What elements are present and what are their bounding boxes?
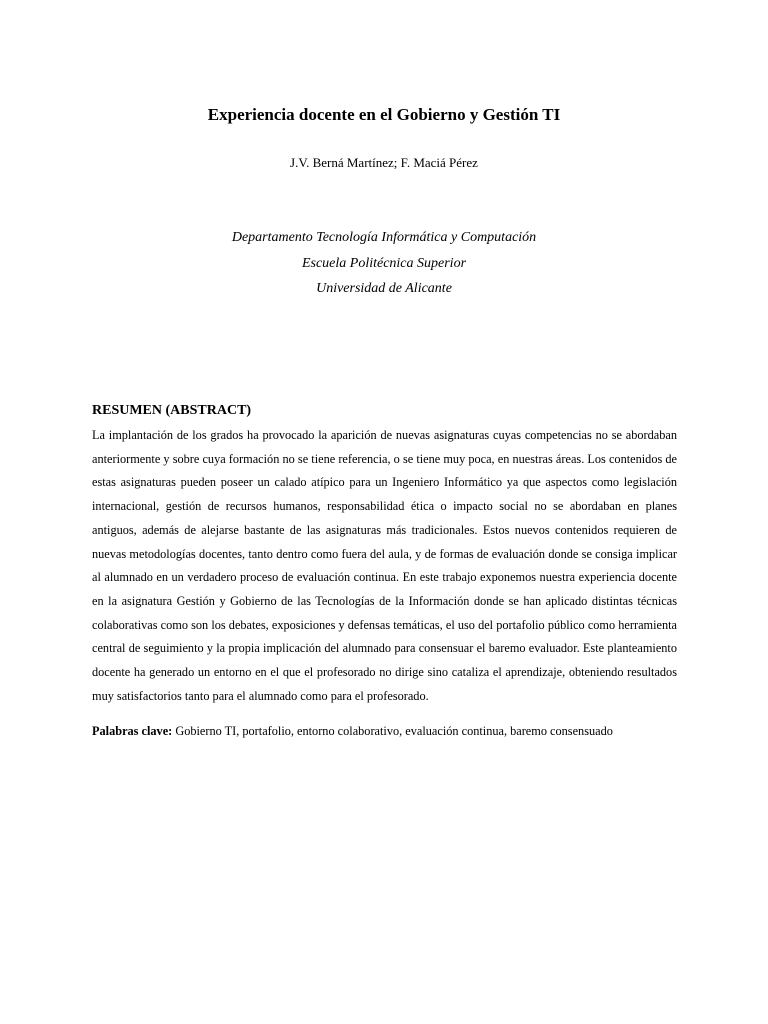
paper-title: Experiencia docente en el Gobierno y Gestión TI: [207, 105, 561, 124]
affiliation-block: [0, 225, 768, 302]
affiliation-department: Departamento Tecnología Informática y Computación: [231, 230, 537, 245]
paper-authors: J.V. Berná Martínez; F. Maciá Pérez: [290, 155, 478, 170]
abstract-body: La implantación de los grados ha provocado la aparición de nuevas asignaturas cuyas competencias no se abordaban anteriormente y sobre cuya formación no se tiene referencia, o se tiene muy poca, en nuestras áreas. Los contenidos de estas asignaturas pueden poseer un calado atípico para un Ingeniero Informático ya que aspectos como legislación internacional, gestión de recursos humanos, responsabilidad ética o impacto social no se abordaban en planes antiguos, además de alejarse bastante de las asignaturas más tradicionales. Estos nuevos contenidos requieren de nuevas metodologías docentes, tanto dentro como fuera del aula, y de formas de evaluación donde se consiga implicar al alumnado en un verdadero proceso de evaluación continua. En este trabajo exponemos nuestra experiencia docente en la asignatura Gestión y Gobierno de las Tecnologías de la Información donde se han aplicado distintas técnicas colaborativas como son los debates, exposiciones y defensas temáticas, el uso del portafolio público como herramienta central de seguimiento y la propia implicación del alumnado para consensuar el baremo evaluador. Este planteamiento docente ha generado un entorno en el que el profesorado no dirige sino cataliza el aprendizaje, obteniendo resultados muy satisfactorios tanto para el alumnado como para el profesorado.: [92, 428, 677, 703]
affiliation-school: Escuela Politécnica Superior: [301, 255, 467, 271]
affiliation-university: Universidad de Alicante: [316, 281, 452, 296]
abstract-heading: RESUMEN (ABSTRACT): [92, 403, 252, 418]
keywords-label: Palabras clave:: [92, 724, 173, 738]
keywords-value: Gobierno TI, portafolio, entorno colaborativo, evaluación continua, baremo consensuado: [172, 724, 613, 738]
keywords-line: [92, 722, 677, 740]
